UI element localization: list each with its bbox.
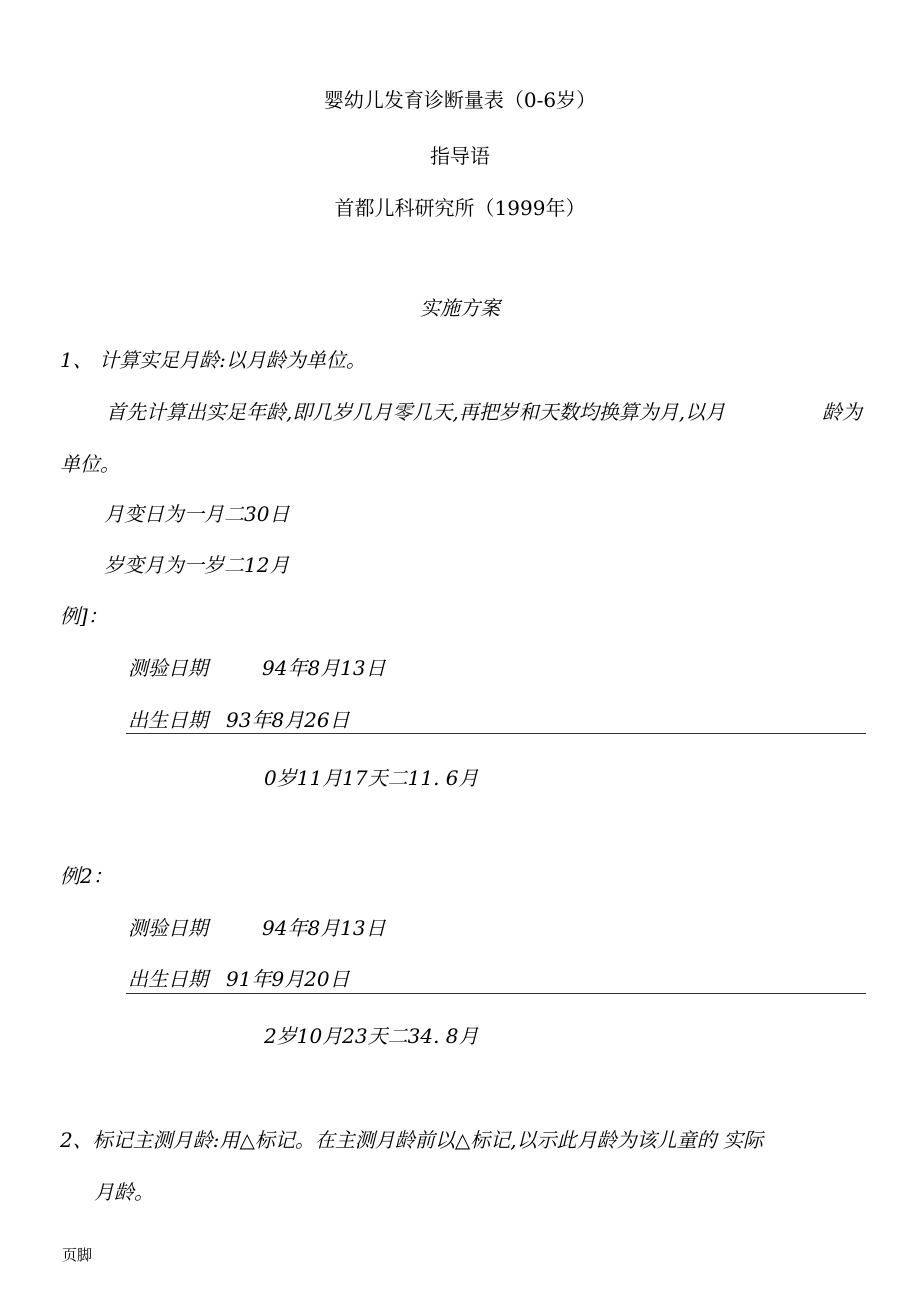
document-title: 婴幼儿发育诊断量表（0-6岁）	[323, 88, 597, 112]
conversion-rule-year: 岁变月为一岁二12月	[104, 553, 290, 577]
institute-line: 首都儿科研究所（1999年）	[334, 196, 586, 220]
conversion-rule-month: 月变日为一月二30日	[104, 502, 290, 526]
example1-label: 例]：	[60, 604, 108, 628]
example2-subtraction-line	[126, 993, 866, 994]
item2-line2: 月龄。	[94, 1180, 154, 1204]
example2-test-date: 94年8月13日	[262, 916, 386, 940]
example1-test-label: 测验日期	[128, 656, 208, 680]
example1-subtraction-line	[126, 733, 866, 734]
example2-result: 2岁10月23天二34. 8月	[264, 1024, 479, 1048]
example1-birth-date: 93年8月26日	[226, 708, 350, 732]
page-footer: 页脚	[62, 1246, 93, 1264]
example2-birth-label: 出生日期	[128, 967, 208, 991]
item1-paragraph-line1: 首先计算出实足年龄,即几岁几月零几天,再把岁和天数均换算为月,以月	[106, 400, 726, 424]
section-title: 实施方案	[420, 296, 500, 320]
example1-test-date: 94年8月13日	[262, 656, 386, 680]
example2-birth-date: 91年9月20日	[226, 967, 350, 991]
item1-paragraph-line2: 单位。	[60, 452, 120, 476]
example2-label: 例2：	[60, 864, 113, 888]
example1-result: 0岁11月17天二11. 6月	[264, 766, 479, 790]
document-subtitle: 指导语	[430, 144, 490, 168]
item1-paragraph-line1-end: 龄为	[822, 400, 862, 424]
example2-test-label: 测验日期	[128, 916, 208, 940]
item1-heading: 1、 计算实足月龄:以月龄为单位。	[60, 348, 366, 372]
example1-birth-label: 出生日期	[128, 708, 208, 732]
item2-line1: 2、标记主测月龄:用△标记。在主测月龄前以△标记,以示此月龄为该儿童的 实际	[60, 1128, 763, 1152]
